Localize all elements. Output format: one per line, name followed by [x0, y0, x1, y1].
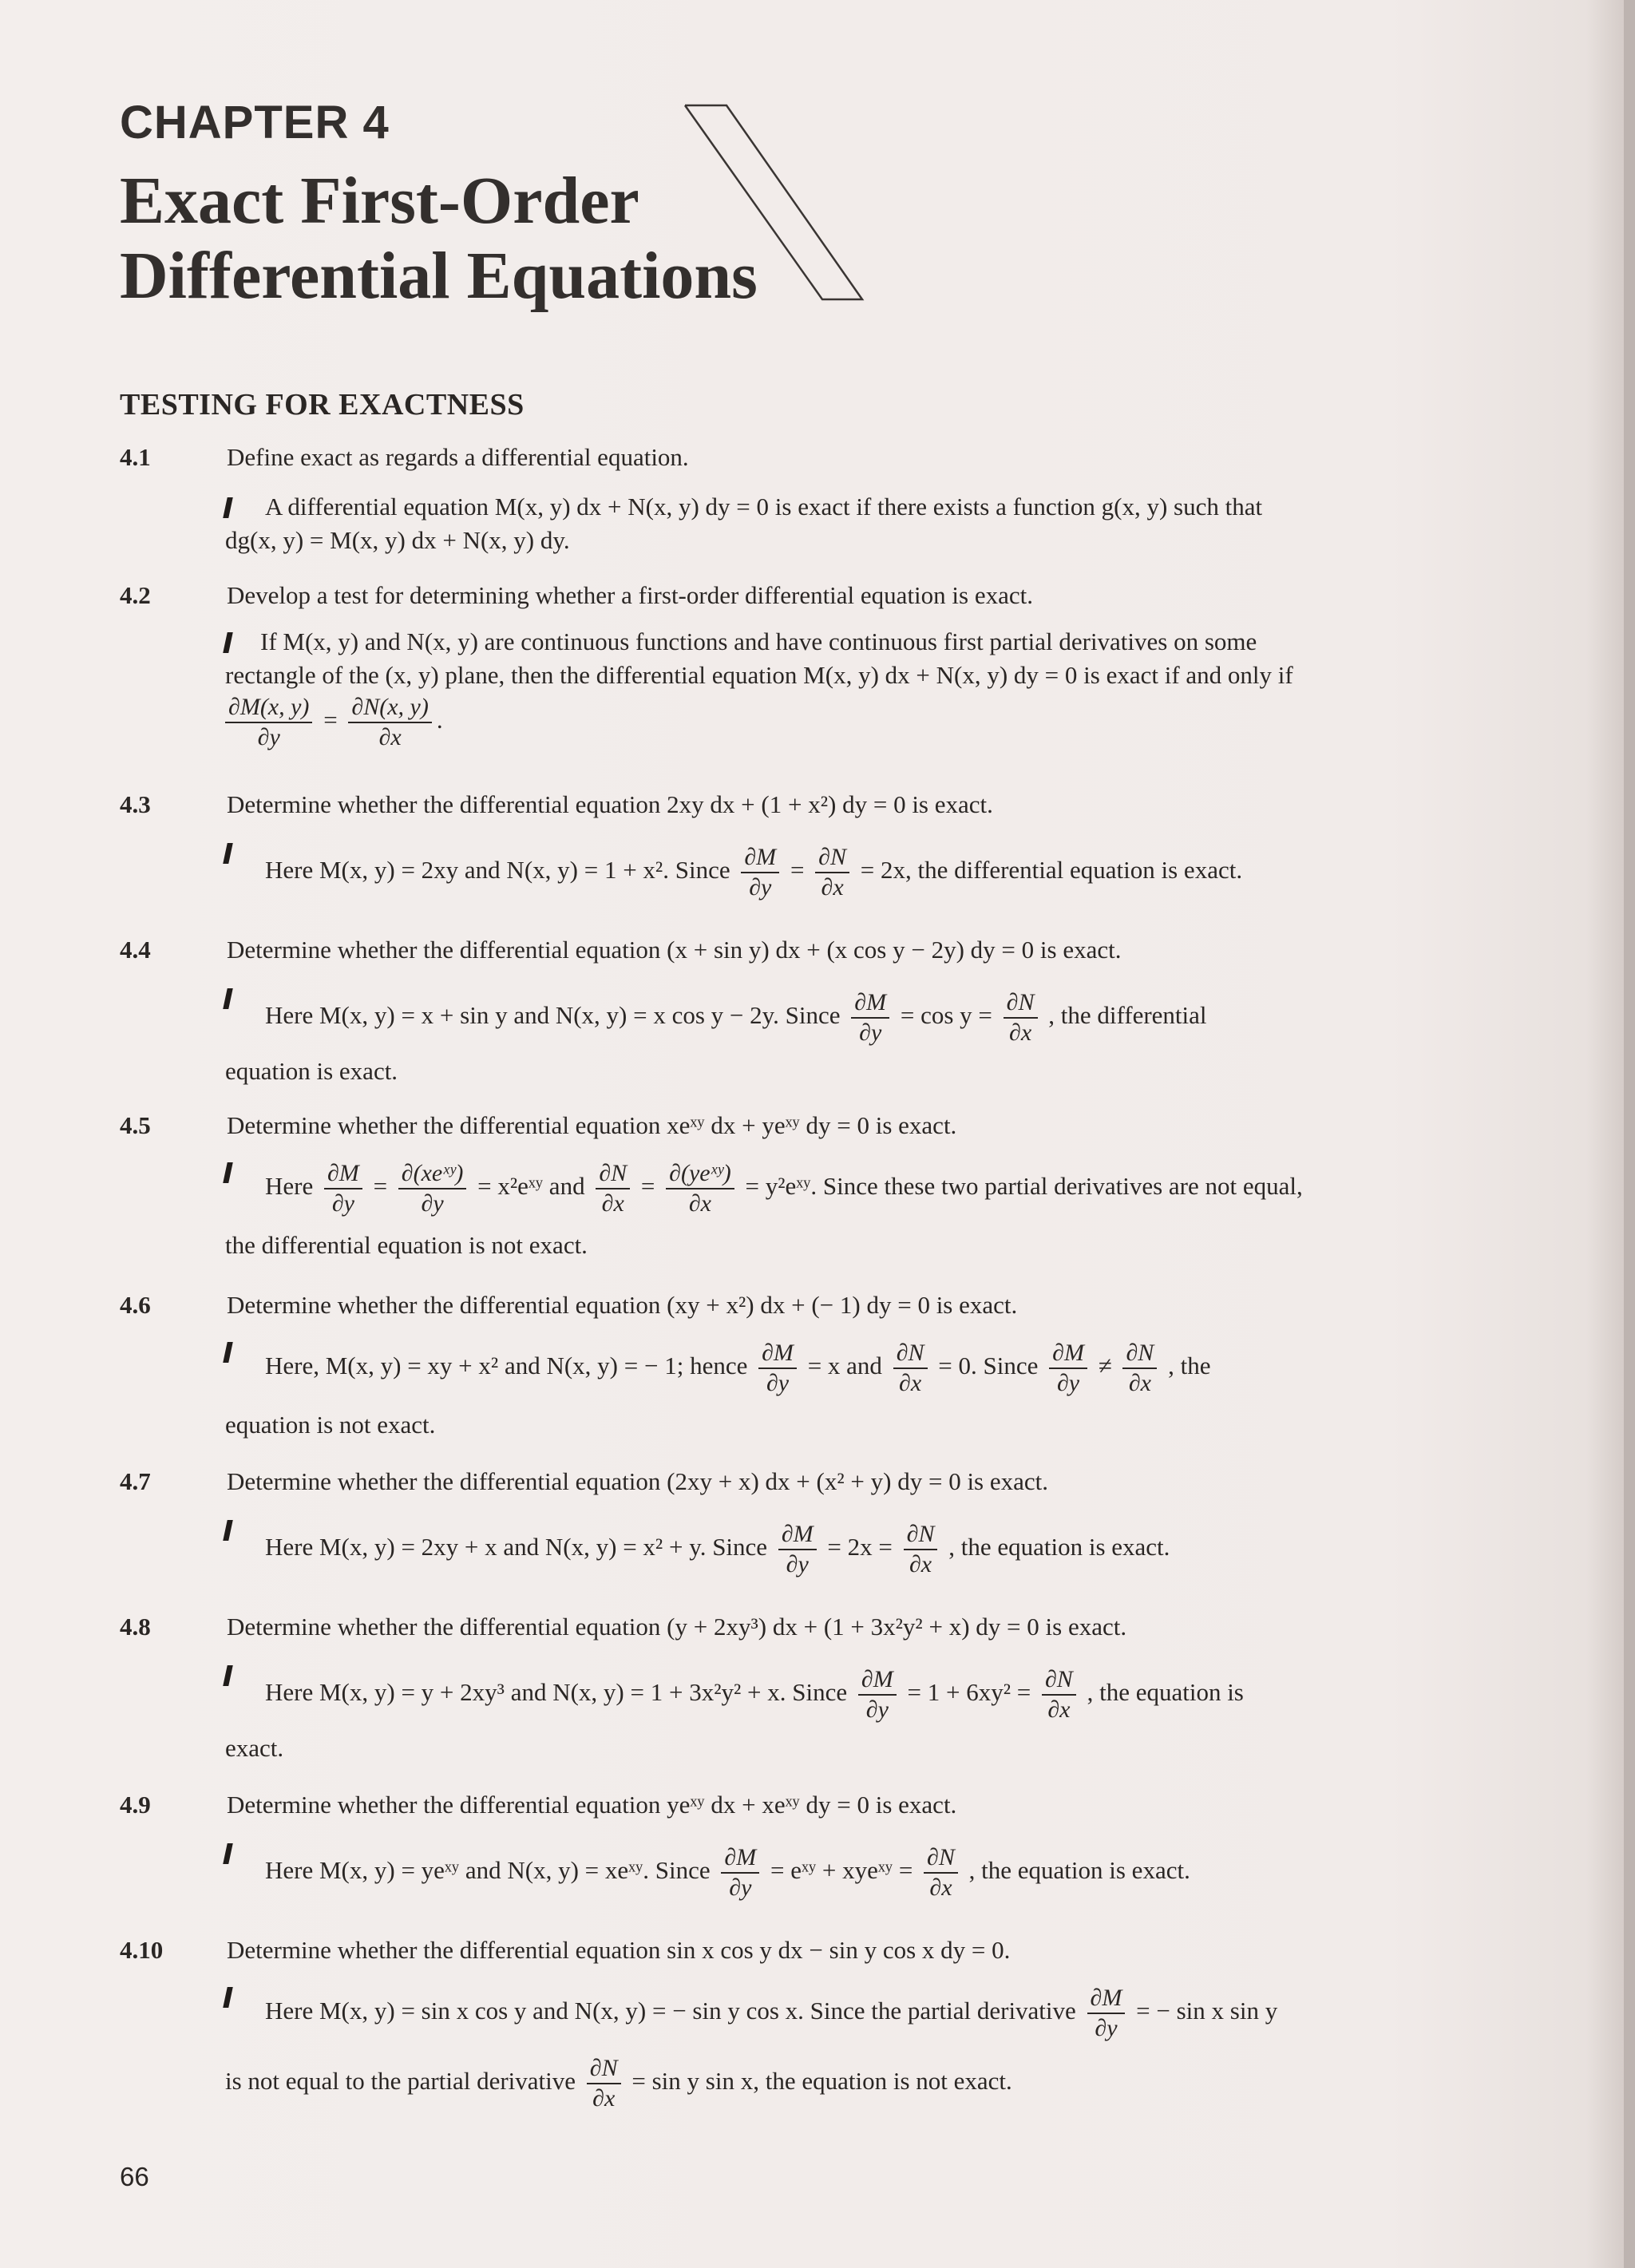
chapter-title: [120, 164, 758, 314]
answer-text: = y²eˣʸ. Since these two partial derivatives are not equal,: [745, 1172, 1303, 1201]
fraction-numerator: ∂N: [1042, 1665, 1076, 1696]
equals-sign: =: [373, 1172, 388, 1201]
problem-question: Determine whether the differential equation (y + 2xy³) dx + (1 + 3x²y² + x) dy = 0 is exact.: [227, 1613, 1127, 1641]
answer-line: [265, 1665, 1244, 1724]
answer-marker-icon: [223, 632, 233, 653]
fraction-denominator: ∂y: [1056, 1370, 1080, 1396]
fraction-numerator: ∂N: [904, 1520, 938, 1550]
answer-line: [265, 988, 1207, 1047]
fraction-numerator: ∂M: [758, 1339, 797, 1369]
page-number: 66: [120, 2162, 149, 2191]
fraction-numerator: ∂N: [587, 2054, 621, 2084]
problem-question: Determine whether the differential equation xeˣʸ dx + yeˣʸ dy = 0 is exact.: [227, 1111, 957, 1139]
answer-text: Here: [265, 1172, 314, 1201]
fraction-denominator: ∂x: [821, 874, 844, 900]
fraction-numerator: ∂N: [893, 1339, 928, 1369]
problem-number: 4.9: [120, 1791, 151, 1819]
fraction-numerator: ∂N(x, y): [348, 693, 431, 723]
answer-text: , the equation is exact.: [948, 1533, 1170, 1561]
answer-line: [225, 2054, 1012, 2113]
fraction-denominator: ∂x: [899, 1370, 922, 1396]
answer-line: If M(x, y) and N(x, y) are continuous functions and have continuous first partial derivatives on some: [260, 627, 1257, 655]
fraction-denominator: ∂x: [592, 2085, 616, 2112]
fraction-denominator: ∂y: [331, 1190, 354, 1217]
fraction-numerator: ∂M: [851, 988, 889, 1019]
problem-number: 4.8: [120, 1613, 151, 1641]
answer-text: = sin y sin x, the equation is not exact.: [631, 2067, 1012, 2096]
answer-text: = x and: [807, 1352, 882, 1380]
problem-question: Determine whether the differential equation sin x cos y dx − sin y cos x dy = 0.: [227, 1936, 1011, 1964]
problem-number: 4.10: [120, 1936, 164, 1964]
problem-number: 4.4: [120, 936, 151, 964]
fraction-numerator: ∂N: [1122, 1339, 1157, 1369]
fraction-numerator: ∂M: [1049, 1339, 1087, 1369]
fraction-numerator: ∂M: [858, 1665, 897, 1696]
answer-line: A differential equation M(x, y) dx + N(x, y) dy = 0 is exact if there exists a function g(x, y) such that: [265, 493, 1263, 520]
answer-marker-icon: [223, 497, 233, 518]
fraction-denominator: ∂y: [257, 724, 280, 750]
problem-number: 4.2: [120, 581, 151, 609]
fraction-denominator: ∂y: [865, 1696, 889, 1723]
not-equal-sign: ≠: [1098, 1352, 1112, 1380]
fraction-numerator: ∂M(x, y): [225, 693, 312, 723]
answer-text: , the differential: [1048, 1001, 1207, 1030]
equals-sign: =: [640, 1172, 655, 1201]
fraction-numerator: ∂M: [1087, 1984, 1126, 2014]
problem-question: Determine whether the differential equation (xy + x²) dx + (− 1) dy = 0 is exact.: [227, 1291, 1018, 1319]
problem-number: 4.3: [120, 790, 151, 818]
problem-question: Determine whether the differential equation yeˣʸ dx + xeˣʸ dy = 0 is exact.: [227, 1791, 957, 1819]
fraction-denominator: ∂x: [688, 1190, 711, 1217]
answer-text: = 2x, the differential equation is exact.: [860, 856, 1243, 885]
answer-text: Here M(x, y) = 2xy + x and N(x, y) = x² + y. Since: [265, 1533, 768, 1561]
answer-line: dg(x, y) = M(x, y) dx + N(x, y) dy.: [225, 526, 570, 554]
fraction-denominator: ∂y: [421, 1190, 444, 1217]
answer-text: Here M(x, y) = yeˣʸ and N(x, y) = xeˣʸ. Since: [265, 1856, 711, 1885]
answer-text: Here M(x, y) = y + 2xy³ and N(x, y) = 1 + 3x²y² + x. Since: [265, 1678, 848, 1707]
answer-marker-icon: [223, 1843, 233, 1864]
problem-number: 4.6: [120, 1291, 151, 1319]
fraction-numerator: ∂N: [596, 1159, 630, 1189]
fraction-denominator: ∂y: [749, 874, 772, 900]
fraction-denominator: ∂x: [1128, 1370, 1151, 1396]
fraction-numerator: ∂N: [1004, 988, 1038, 1019]
problem-question: Develop a test for determining whether a first-order differential equation is exact.: [227, 581, 1033, 609]
answer-line: [265, 1339, 1210, 1398]
answer-text: , the: [1168, 1352, 1211, 1380]
fraction-denominator: ∂y: [729, 1874, 752, 1901]
answer-text: = 1 + 6xy² =: [907, 1678, 1031, 1707]
chapter-title-line1: Exact First-Order: [120, 164, 639, 238]
chapter-decoration: [671, 96, 870, 303]
problem-number: 4.1: [120, 443, 151, 471]
fraction-denominator: ∂y: [766, 1370, 790, 1396]
answer-text: = 0. Since: [938, 1352, 1039, 1380]
answer-line: equation is exact.: [225, 1057, 398, 1085]
fraction-numerator: ∂M: [721, 1843, 759, 1874]
fraction-denominator: ∂x: [601, 1190, 624, 1217]
problem-question: Determine whether the differential equation 2xy dx + (1 + x²) dy = 0 is exact.: [227, 790, 993, 818]
answer-marker-icon: [223, 988, 233, 1009]
answer-formula: $\frac{\partial M(x, y)}{\partial y}$ = $\frac{\partial N(x, y)}{\partial x}$ .: [225, 693, 443, 752]
fraction-numerator: ∂M: [778, 1520, 817, 1550]
answer-text: Here M(x, y) = x + sin y and N(x, y) = x cos y − 2y. Since: [265, 1001, 841, 1030]
answer-text: = − sin x sin y: [1136, 1997, 1278, 2025]
answer-text: = eˣʸ + xyeˣʸ =: [770, 1856, 913, 1885]
answer-marker-icon: [223, 1665, 233, 1686]
fraction-numerator: ∂(xeˣʸ): [398, 1159, 467, 1189]
answer-text: is not equal to the partial derivative: [225, 2067, 576, 2096]
problem-question: Determine whether the differential equation (2xy + x) dx + (x² + y) dy = 0 is exact.: [227, 1467, 1049, 1495]
answer-line: [265, 1520, 1170, 1579]
answer-marker-icon: [223, 1342, 233, 1363]
fraction-numerator: ∂N: [924, 1843, 958, 1874]
chapter-title-line2: Differential Equations: [120, 239, 758, 313]
answer-line: [265, 1984, 1277, 2043]
fraction-denominator: ∂x: [1009, 1019, 1032, 1046]
fraction-denominator: ∂y: [1095, 2015, 1118, 2041]
problem-number: 4.7: [120, 1467, 151, 1495]
answer-line: [265, 843, 1242, 902]
answer-text: , the equation is: [1087, 1678, 1244, 1707]
fraction-denominator: ∂y: [859, 1019, 882, 1046]
answer-marker-icon: [223, 843, 233, 864]
fraction-denominator: ∂x: [378, 724, 402, 750]
answer-text: , the equation is exact.: [968, 1856, 1190, 1885]
answer-text: = 2x =: [827, 1533, 893, 1561]
fraction-denominator: ∂x: [909, 1551, 932, 1577]
answer-text: = cos y =: [900, 1001, 992, 1030]
equals-sign: =: [790, 856, 805, 885]
fraction-numerator: ∂M: [324, 1159, 362, 1189]
answer-text: Here M(x, y) = 2xy and N(x, y) = 1 + x². Since: [265, 856, 730, 885]
fraction-numerator: ∂N: [815, 843, 849, 873]
answer-line: exact.: [225, 1734, 284, 1762]
page-edge-shadow: [1624, 0, 1635, 2268]
problem-number: 4.5: [120, 1111, 151, 1139]
problem-question: Determine whether the differential equation (x + sin y) dx + (x cos y − 2y) dy = 0 is exact.: [227, 936, 1122, 964]
fraction-numerator: ∂(yeˣʸ): [666, 1159, 734, 1189]
problem-question: Define exact as regards a differential equation.: [227, 443, 689, 471]
answer-line: the differential equation is not exact.: [225, 1231, 588, 1259]
fraction-denominator: ∂x: [929, 1874, 952, 1901]
equals-sign: =: [323, 706, 338, 734]
answer-line: [265, 1843, 1190, 1902]
fraction-denominator: ∂x: [1047, 1696, 1071, 1723]
answer-line: [265, 1159, 1303, 1218]
answer-marker-icon: [223, 1162, 233, 1183]
answer-marker-icon: [223, 1987, 233, 2008]
fraction-numerator: ∂M: [741, 843, 779, 873]
answer-text: Here, M(x, y) = xy + x² and N(x, y) = − 1; hence: [265, 1352, 748, 1380]
section-heading: TESTING FOR EXACTNESS: [120, 388, 525, 422]
chapter-label: CHAPTER 4: [120, 97, 390, 148]
answer-marker-icon: [223, 1520, 233, 1541]
answer-line: equation is not exact.: [225, 1411, 436, 1439]
answer-text: = x²eˣʸ and: [477, 1172, 585, 1201]
answer-line: rectangle of the (x, y) plane, then the differential equation M(x, y) dx + N(x, y) dy = 0 is exact if and only if: [225, 661, 1293, 689]
answer-text: Here M(x, y) = sin x cos y and N(x, y) = − sin y cos x. Since the partial derivative: [265, 1997, 1076, 2025]
fraction-denominator: ∂y: [786, 1551, 809, 1577]
